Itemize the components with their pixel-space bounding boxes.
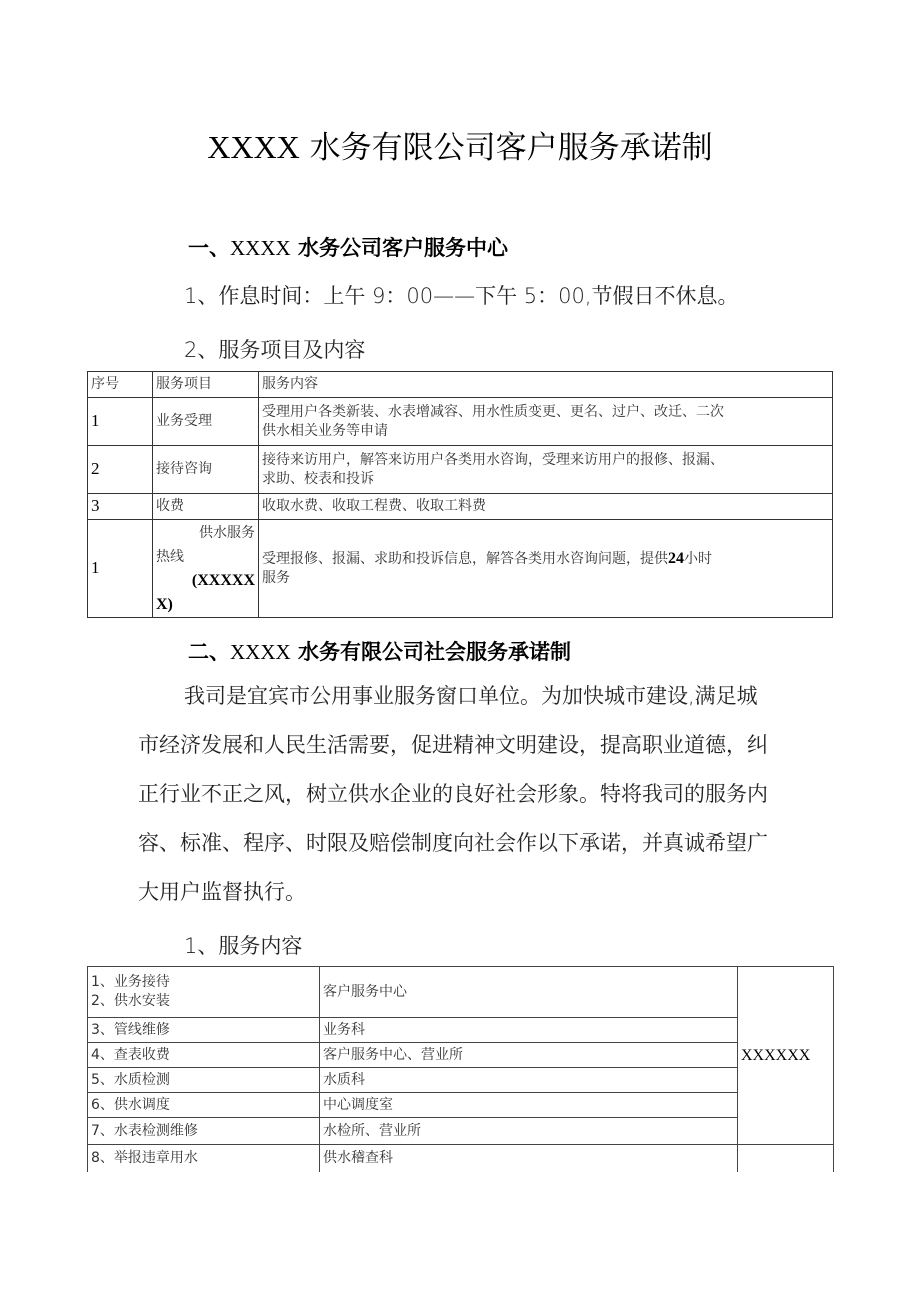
- section1-heading: 一、XXXX 水务公司客户服务中心: [188, 236, 508, 260]
- service-hours: 1、作息时间：上午 9：00——下午 5：00,节假日不休息。: [184, 284, 739, 308]
- service-items-heading: 2、服务项目及内容: [184, 338, 366, 362]
- table-row: 1 供水服务 热线 (XXXXX X) 受理报修、报漏、求助和投诉信息，解答各类用水咨询问题，提供24小时 服务: [88, 520, 833, 618]
- paragraph-line: 容、标准、程序、时限及赔偿制度向社会作以下承诺，并真诚希望广: [138, 831, 768, 855]
- table-row: 1 业务受理 受理用户各类新装、水表增减容、用水性质变更、更名、过户、改迁、二次 供水相关业务等申请: [88, 398, 833, 446]
- table-row: 4、查表收费 客户服务中心、营业所: [88, 1043, 834, 1068]
- document-title: XXXX 水务有限公司客户服务承诺制: [207, 129, 713, 166]
- table-row: 1、业务接待 2、供水安装 客户服务中心 XXXXXX: [88, 967, 834, 1018]
- paragraph-line: 市经济发展和人民生活需要，促进精神文明建设，提高职业道德，纠: [138, 733, 768, 757]
- table-row: 7、水表检测维修 水检所、营业所: [88, 1118, 834, 1145]
- section2-heading: 二、XXXX 水务有限公司社会服务承诺制: [188, 640, 571, 664]
- service-departments-table: [87, 966, 834, 1172]
- table-row: 2 接待咨询 接待来访用户，解答来访用户各类用水咨询，受理来访用户的报修、报漏、 求助、校表和投诉: [88, 446, 833, 494]
- header-no: 序号: [88, 372, 153, 398]
- table-header-row: [88, 372, 833, 398]
- paragraph-line: 我司是宜宾市公用事业服务窗口单位。为加快城市建设,满足城: [184, 684, 758, 708]
- paragraph-line: 正行业不正之风，树立供水企业的良好社会形象。特将我司的服务内: [138, 782, 768, 806]
- table-row: 3 收费 收取水费、收取工程费、收取工料费: [88, 494, 833, 520]
- table-row: 5、水质检测 水质科: [88, 1068, 834, 1093]
- header-content: 服务内容: [259, 372, 833, 398]
- merged-contact-cell: XXXXXX: [738, 967, 834, 1145]
- table-row: 6、供水调度 中心调度室: [88, 1093, 834, 1118]
- table-row: 8、举报违章用水 供水稽查科: [88, 1145, 834, 1172]
- service-items-table: [87, 371, 833, 618]
- table-row: 3、管线维修 业务科: [88, 1018, 834, 1043]
- service-content-heading: 1、服务内容: [184, 934, 303, 958]
- header-item: 服务项目: [153, 372, 259, 398]
- paragraph-line: 大用户监督执行。: [138, 880, 306, 904]
